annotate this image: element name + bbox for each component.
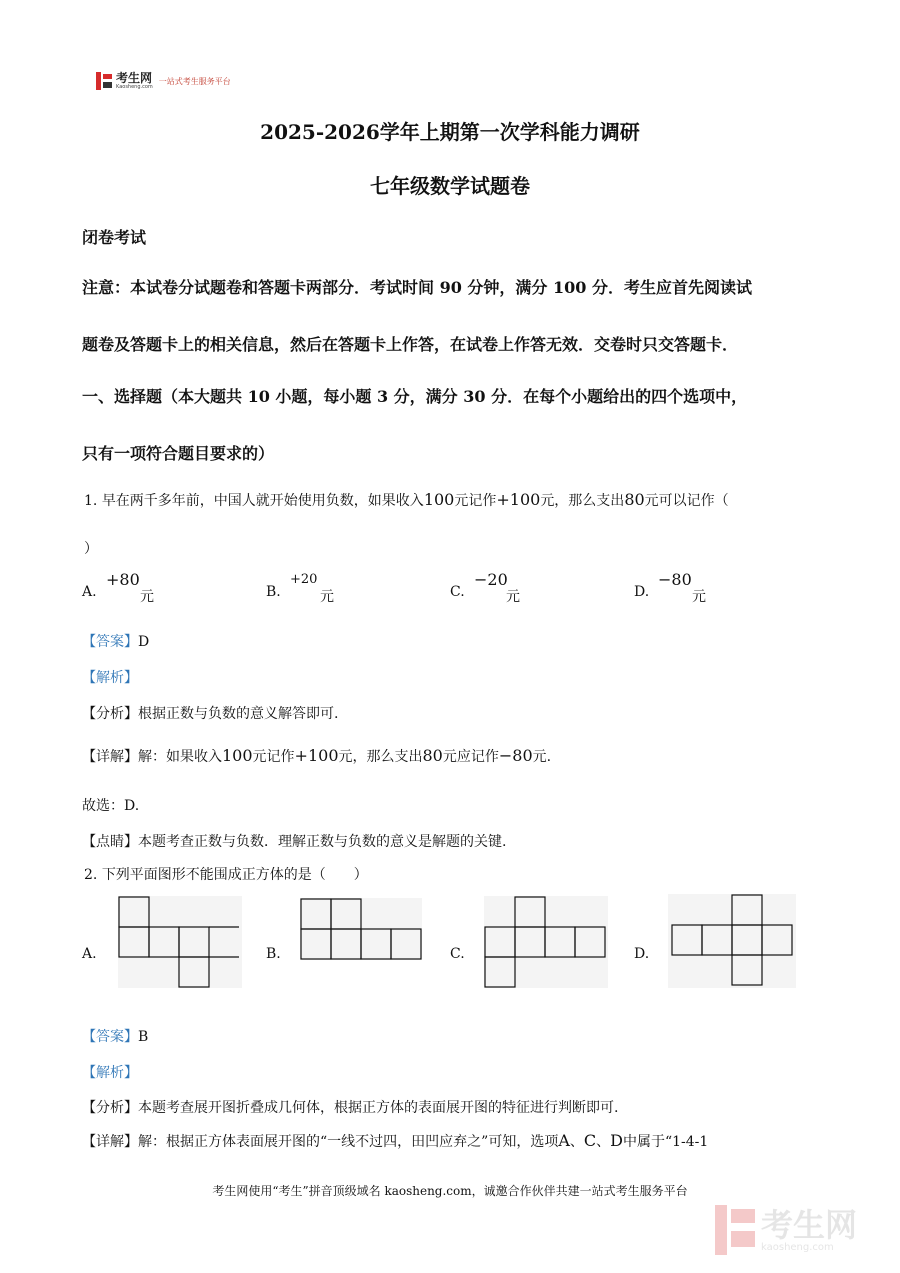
math-value: 80 (624, 490, 645, 509)
q2-net-b (300, 898, 422, 960)
stem-text: 下列平面图形不能围成正方体的是（ ） (101, 867, 368, 883)
fenxi-label: 【分析】 (82, 706, 138, 722)
notice-line-1: 注意：本试卷分试题卷和答题卡两部分．考试时间 90 分钟，满分 100 分．考生应首先阅读试 (82, 278, 752, 297)
math-value: 80 (422, 746, 443, 765)
q1-answer (82, 631, 149, 651)
math-value: C (583, 1131, 597, 1150)
logo-domain: Kaosheng.com (116, 84, 153, 90)
section-heading-line-2: 只有一项符合题目要求的） (82, 444, 275, 463)
question-number: 1. (84, 493, 98, 509)
q1-comment (82, 831, 506, 851)
question-1-stem (84, 490, 729, 510)
watermark-domain: kaosheng.com (761, 1241, 834, 1253)
q1-analysis-label: 【解析】 (82, 670, 138, 686)
stem-text: 早在两千多年前，中国人就开始使用负数，如果收入 (101, 493, 424, 509)
option-a-label: A. (82, 584, 97, 600)
detail-sep: 、 (569, 1134, 584, 1150)
option-b-value: +20 (290, 572, 318, 587)
logo-icon (96, 72, 112, 90)
math-value: 100 (423, 490, 455, 509)
exam-type: 闭卷考试 (82, 228, 147, 247)
option-c-unit: 元 (506, 589, 520, 605)
q2-option-d-label: D. (634, 946, 650, 962)
option-a-value: +80 (106, 570, 140, 589)
q2-option-a-label: A. (82, 946, 97, 962)
watermark (715, 1200, 885, 1260)
watermark-logo-icon (715, 1205, 755, 1255)
question-1-stem-end: ） (84, 541, 98, 557)
comment-label: 【点睛】 (82, 834, 138, 850)
math-value: 100 (222, 746, 253, 765)
math-value: +100 (294, 746, 339, 765)
detail-label: 【详解】 (82, 1134, 138, 1150)
q2-net-d (668, 894, 796, 988)
option-c-value: −20 (474, 570, 508, 589)
q2-option-b-label: B. (266, 946, 281, 962)
exam-title: 2025-2026学年上期第一次学科能力调研 (260, 120, 640, 144)
question-2-stem (84, 864, 368, 884)
q2-option-c-label: C. (450, 946, 465, 962)
stem-text: 元，那么支出 (540, 493, 625, 509)
exam-subtitle: 七年级数学试题卷 (370, 174, 530, 198)
q1-fenxi (82, 703, 338, 723)
detail-label: 【详解】 (82, 749, 138, 765)
detail-text: 解：如果收入 (138, 749, 222, 765)
watermark-name: 考生网 (761, 1205, 858, 1244)
logo-name: 考生网 (116, 71, 153, 85)
option-a-unit: 元 (140, 589, 154, 605)
option-d-unit: 元 (692, 589, 706, 605)
math-value: A (558, 1131, 570, 1150)
detail-text: 元应记作 (442, 749, 499, 765)
detail-text: 中属于“1-4-1 (622, 1134, 709, 1150)
answer-label: 【答案】 (82, 1029, 138, 1045)
stem-text: 元记作 (454, 493, 497, 509)
logo-text (116, 72, 153, 90)
section-heading-line-1: 一、选择题（本大题共 10 小题，每小题 3 分，满分 30 分．在每个小题给出的四个选项中， (82, 387, 748, 406)
q2-answer (82, 1026, 148, 1046)
detail-text: 元，那么支出 (338, 749, 423, 765)
comment-text: 本题考查正数与负数．理解正数与负数的意义是解题的关键. (138, 834, 507, 850)
fenxi-text: 根据正数与负数的意义解答即可. (138, 706, 339, 722)
option-d-value: −80 (658, 570, 692, 589)
option-b-label: B. (266, 584, 281, 600)
option-d-label: D. (634, 584, 650, 600)
notice-line-2: 题卷及答题卡上的相关信息，然后在答题卡上作答，在试卷上作答无效．交卷时只交答题卡． (82, 335, 739, 354)
question-number: 2. (84, 867, 98, 883)
detail-text: 解：根据正方体表面展开图的“一线不过四，田凹应弃之”可知，选项 (138, 1134, 559, 1150)
answer-value: D (138, 634, 150, 650)
answer-value: B (138, 1029, 149, 1045)
fenxi-text: 本题考查展开图折叠成几何体，根据正方体的表面展开图的特征进行判断即可. (138, 1100, 619, 1116)
q2-net-a (118, 896, 242, 988)
detail-text: 元记作 (252, 749, 295, 765)
q2-analysis-label: 【解析】 (82, 1065, 138, 1081)
q2-fenxi (82, 1097, 618, 1117)
detail-text: 元. (532, 749, 552, 765)
site-logo (96, 70, 266, 92)
option-c-label: C. (450, 584, 465, 600)
page-footer: 考生网使用“考生”拼音顶级域名 kaosheng.com，诚邀合作伙伴共建一站式考生服务平台 (212, 1184, 688, 1198)
fenxi-label: 【分析】 (82, 1100, 138, 1116)
detail-sep: 、 (596, 1134, 611, 1150)
logo-slogan: 一站式考生服务平台 (158, 76, 231, 86)
q1-choice: 故选：D. (82, 798, 140, 814)
q1-detail (82, 746, 551, 766)
answer-label: 【答案】 (82, 634, 138, 650)
math-value: −80 (498, 746, 533, 765)
option-b-unit: 元 (320, 589, 334, 605)
math-value: D (610, 1131, 623, 1150)
q2-net-c (484, 896, 608, 988)
q2-detail (82, 1131, 708, 1151)
stem-text: 元可以记作（ (644, 493, 729, 509)
math-value: +100 (496, 490, 541, 509)
